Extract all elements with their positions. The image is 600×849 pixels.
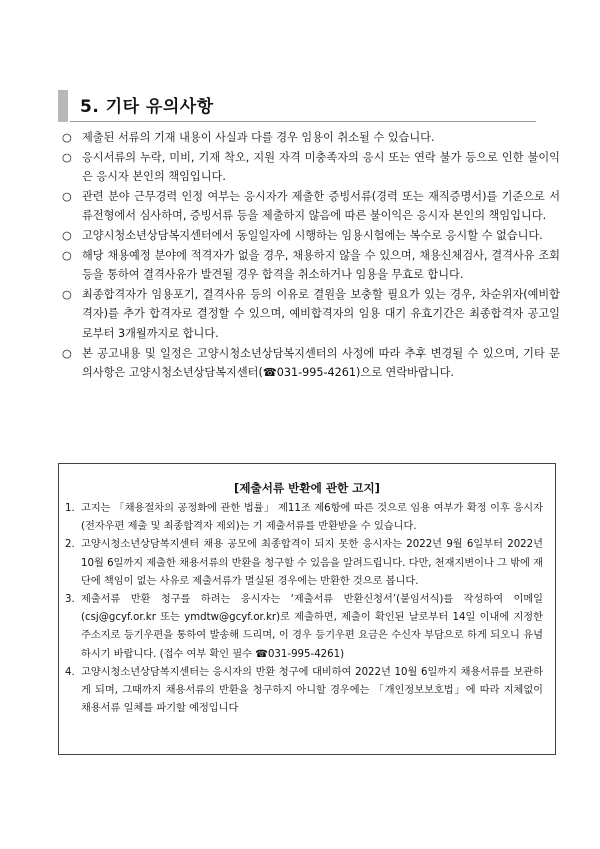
note-text: 관련 분야 근무경력 인정 여부는 응시자가 제출한 증빙서류(경력 또는 재직증명서)를 기준으로 서류전형에서 심사하며, 증빙서류 등을 제출하지 않음에 따른 불이익은 응시자 본인의 책임입니다. xyxy=(82,189,560,223)
section-underline xyxy=(70,121,536,122)
note-text: 제출된 서류의 기재 내용이 사실과 다를 경우 임용이 취소될 수 있습니다. xyxy=(82,131,435,144)
note-text: 응시서류의 누락, 미비, 기재 착오, 지원 자격 미충족자의 응시 또는 연락 불가 등으로 인한 불이익은 응시자 본인의 책임입니다. xyxy=(82,150,560,184)
notice-item-number: 4. xyxy=(65,666,75,678)
notice-item-text: 고양시청소년상담복지센터는 응시자의 반환 청구에 대비하여 2022년 10월 6일까지 채용서류를 보관하게 되며, 그때까지 채용서류의 반환을 청구하지 아니할 경우에는 「개인정보보호법」에 따라 지체없이 채용서류 일체를 파기할 예정입니다 xyxy=(81,666,543,715)
note-text: 최종합격자가 임용포기, 결격사유 등의 이유로 결원을 보충할 필요가 있는 경우, 차순위자(예비합격자)를 추가 합격자로 결정할 수 있으며, 예비합격자의 임용 대기 유효기간은 최종합격자 공고일로부터 3개월까지로 합니다. xyxy=(82,287,560,340)
notice-item-number: 2. xyxy=(65,539,75,551)
notice-item xyxy=(65,664,543,719)
notice-items xyxy=(65,500,543,718)
note-item xyxy=(62,246,560,285)
circle-bullet-icon: ○ xyxy=(62,228,72,242)
note-item xyxy=(62,226,560,246)
section-header xyxy=(58,90,538,122)
note-text: 본 공고내용 및 일정은 고양시청소년상담복지센터의 사정에 따라 추후 변경될 수 있으며, 기타 문의사항은 고양시청소년상담복지센터(☎031-995-4261)으로 연락바랍니다. xyxy=(82,346,560,380)
notice-box xyxy=(58,463,556,755)
notice-item-text: 고양시청소년상담복지센터 채용 공모에 최종합격이 되지 못한 응시자는 2022년 9월 6일부터 2022년 10월 6일까지 제출한 채용서류의 반환을 청구할 수 있음을 알려드립니다. 다만, 천재지변이나 그 밖에 재단에 책임이 없는 사유로 제출서류가 멸실된 경우에는 반환한 것으로 봅니다. xyxy=(81,539,543,587)
circle-bullet-icon: ○ xyxy=(62,150,72,164)
circle-bullet-icon: ○ xyxy=(62,346,72,360)
circle-bullet-icon: ○ xyxy=(62,287,72,301)
section-accent-bar xyxy=(58,90,68,122)
note-item xyxy=(62,148,560,187)
notes-list xyxy=(62,128,560,383)
note-item xyxy=(62,128,560,148)
circle-bullet-icon: ○ xyxy=(62,131,72,144)
notice-item xyxy=(65,591,543,664)
note-text: 고양시청소년상담복지센터에서 동일일자에 시행하는 임용시험에는 복수로 응시할 수 없습니다. xyxy=(82,228,543,242)
notice-box-title: [제출서류 반환에 관한 고지] xyxy=(234,481,380,495)
notice-item xyxy=(65,536,543,591)
notice-item-number: 3. xyxy=(65,594,75,606)
notice-item-number: 1. xyxy=(65,503,75,514)
circle-bullet-icon: ○ xyxy=(62,189,72,203)
circle-bullet-icon: ○ xyxy=(62,248,72,262)
note-text: 해당 채용예정 분야에 적격자가 없을 경우, 채용하지 않을 수 있으며, 채용신체검사, 결격사유 조회 등을 통하여 결격사유가 발견될 경우 합격을 취소하거나 임용을 무효로 합니다. xyxy=(82,248,560,282)
note-item xyxy=(62,285,560,344)
section-title: 5. 기타 유의사항 xyxy=(80,97,214,117)
notice-item xyxy=(65,500,543,536)
note-item xyxy=(62,344,560,383)
notice-item-text: 제출서류 반환 청구를 하려는 응시자는 ‘제출서류 반환신청서’(붙임서식)를 작성하여 이메일(csj@gcyf.or.kr 또는 ymdtw@gcyf.or.kr)로 제출하면, 제출이 확인된 날로부터 14일 이내에 지정한 주소지로 등기우편을 통하여 발송해 드리며, 이 경우 등기우편 요금은 수신자 부담으로 하게 되오니 유념하시기 바랍니다. (접수 여부 확인 필수 ☎031-995-4261) xyxy=(81,594,543,660)
note-item xyxy=(62,187,560,226)
notice-item-text: 고지는 「채용절차의 공정화에 관한 법률」 제11조 제6항에 따른 것으로 임용 여부가 확정 이후 응시자(전자우편 제출 및 최종합격자 제외)는 기 제출서류를 반환받을 수 있습니다. xyxy=(81,503,543,533)
